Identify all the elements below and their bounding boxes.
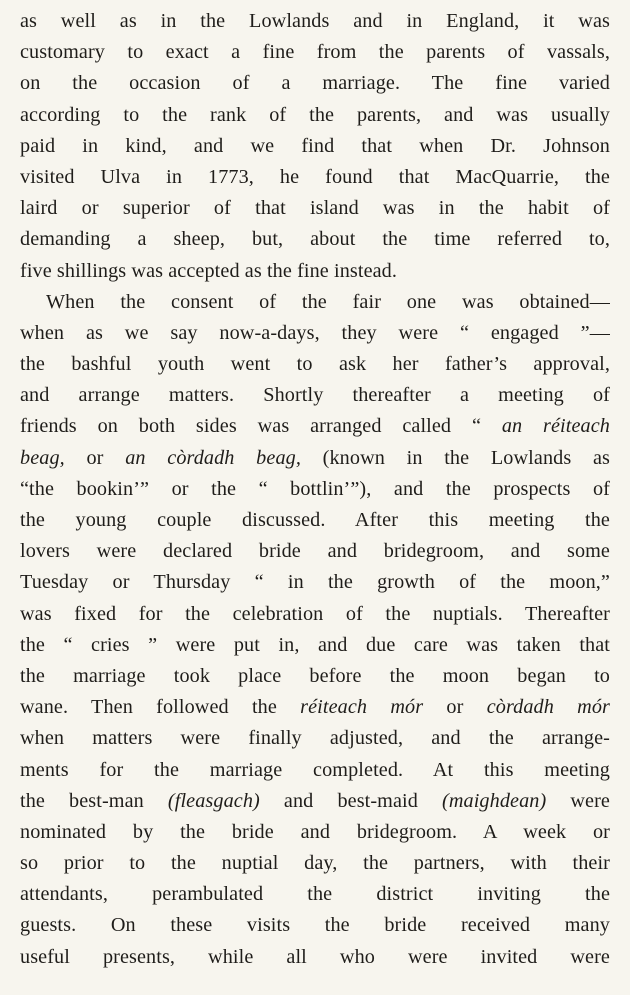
text-line xyxy=(20,380,610,411)
text-run: attendants, perambulated the district inviting the xyxy=(20,883,610,906)
text-run: was fixed for the celebration of the nuptials. Thereafter xyxy=(20,602,610,625)
italic-term: an còrdadh beag, xyxy=(125,446,301,469)
text-line xyxy=(20,817,610,848)
text-run: paid in kind, and we find that when Dr. Johnson xyxy=(20,134,610,157)
body-text xyxy=(20,6,610,973)
text-line xyxy=(20,131,610,162)
text-run: visited Ulva in 1773, he found that MacQuarrie, the xyxy=(20,165,610,188)
text-line xyxy=(20,848,610,879)
text-line xyxy=(20,6,610,37)
text-line xyxy=(20,37,610,68)
italic-term: beag, xyxy=(20,446,65,469)
text-line xyxy=(20,879,610,910)
text-line xyxy=(20,411,610,442)
text-run: as well as in the Lowlands and in England, it was xyxy=(20,10,610,32)
text-run: the bashful youth went to ask her father’s approval, xyxy=(20,353,610,376)
text-run: or xyxy=(64,446,126,469)
text-run: laird or superior of that island was in the habit of xyxy=(20,197,610,220)
text-run: When the consent of the fair one was obtained— xyxy=(46,290,610,313)
italic-term: còrdadh mór xyxy=(486,696,610,719)
text-run: useful presents, while all who were invited were xyxy=(20,945,610,968)
text-line xyxy=(20,599,610,630)
text-run: lovers were declared bride and bridegroom, and some xyxy=(20,540,610,563)
text-line xyxy=(20,786,610,817)
text-run: nominated by the bride and bridegroom. A week or xyxy=(20,820,610,843)
text-line xyxy=(20,661,610,692)
text-run: wane. Then followed the xyxy=(20,696,301,719)
text-line xyxy=(20,755,610,786)
text-run: and best-maid xyxy=(259,789,443,812)
text-run: when matters were finally adjusted, and the arrange- xyxy=(20,727,610,750)
text-line xyxy=(20,942,610,973)
text-line xyxy=(20,567,610,598)
text-line xyxy=(20,910,610,941)
text-run: guests. On these visits the bride received many xyxy=(20,914,610,937)
text-run: the young couple discussed. After this meeting the xyxy=(20,509,610,531)
text-line xyxy=(20,68,610,99)
text-run: according to the rank of the parents, and was usually xyxy=(20,103,610,126)
text-line xyxy=(20,349,610,380)
text-run: five shillings was accepted as the fine instead. xyxy=(20,259,398,282)
text-run: or xyxy=(423,696,487,719)
italic-term: (maighdean) xyxy=(442,789,547,812)
text-run: the best-man xyxy=(20,789,168,812)
text-line xyxy=(20,723,610,754)
text-run: demanding a sheep, but, about the time referred to, xyxy=(20,228,610,251)
text-line xyxy=(20,318,610,349)
text-run: so prior to the nuptial day, the partners, with their xyxy=(20,852,610,875)
text-run: friends on both sides was arranged called “ xyxy=(20,415,502,438)
italic-term: réiteach mór xyxy=(300,696,424,719)
text-line xyxy=(20,256,610,287)
text-run: and arrange matters. Shortly thereafter a meeting of xyxy=(20,384,610,407)
text-line xyxy=(20,692,610,723)
text-line xyxy=(20,162,610,193)
text-run: customary to exact a fine from the parents of vassals, xyxy=(20,41,610,64)
text-run: were xyxy=(546,789,610,812)
text-line xyxy=(20,193,610,224)
text-run: Tuesday or Thursday “ in the growth of the moon,” xyxy=(20,571,610,594)
text-line xyxy=(20,505,610,536)
text-line xyxy=(20,443,610,474)
text-line xyxy=(20,536,610,567)
italic-term: (fleasgach) xyxy=(167,789,260,812)
text-run: when as we say now-a-days, they were “ engaged ”— xyxy=(20,321,610,344)
italic-term: an réiteach xyxy=(501,415,610,438)
text-run: ments for the marriage completed. At this meeting xyxy=(20,758,610,781)
text-line xyxy=(20,100,610,131)
text-line xyxy=(20,287,610,318)
text-run: (known in the Lowlands as xyxy=(300,446,610,469)
text-run: “the bookin’” or the “ bottlin’”), and the prospects of xyxy=(20,477,610,500)
text-run: the “ cries ” were put in, and due care was taken that xyxy=(20,633,610,656)
text-line xyxy=(20,224,610,255)
text-run: on the occasion of a marriage. The fine varied xyxy=(20,72,610,95)
text-run: the marriage took place before the moon began to xyxy=(20,664,610,687)
text-line xyxy=(20,474,610,505)
text-line xyxy=(20,630,610,661)
